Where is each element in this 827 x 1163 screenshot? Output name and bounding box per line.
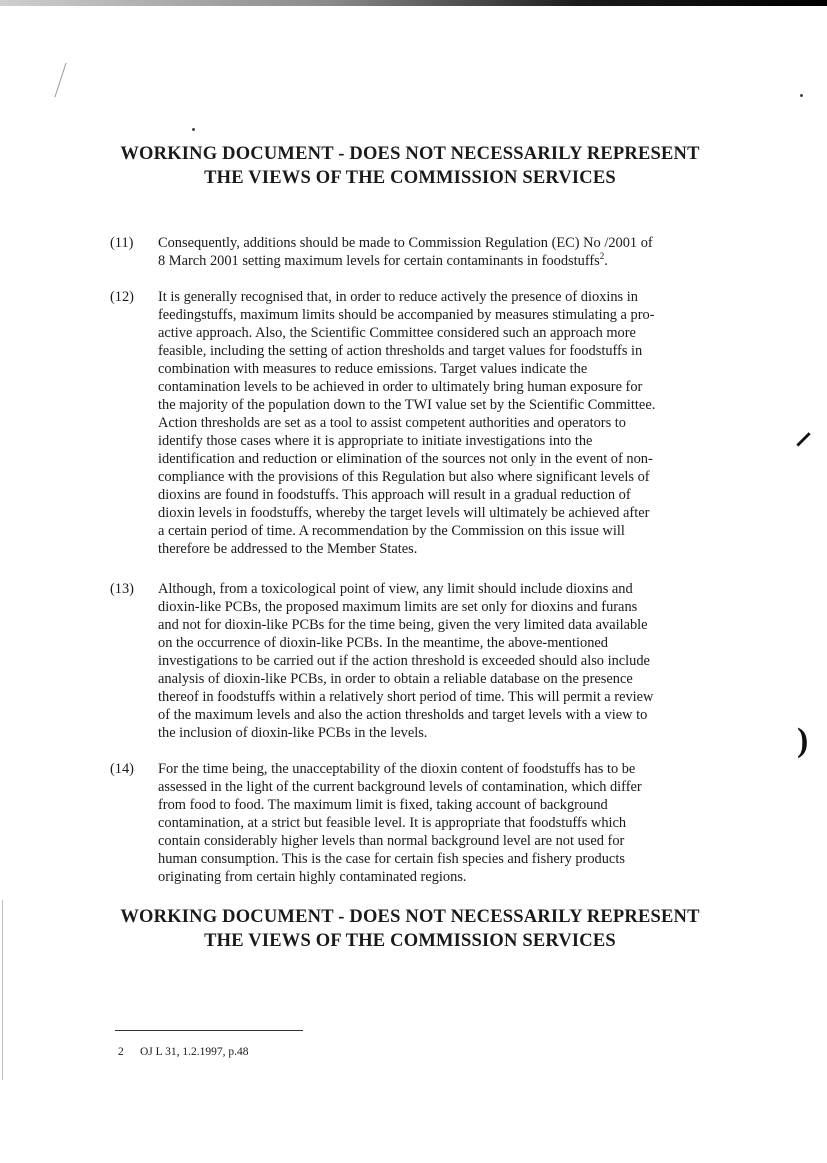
paragraph-line: and not for dioxin-like PCBs for the time being, given the very limited data available xyxy=(158,617,648,633)
paragraph-line-text: 8 March 2001 setting maximum levels for certain contaminants in foodstuffs xyxy=(158,253,600,269)
paragraph-body xyxy=(158,288,720,558)
paragraph-line: identification and reduction or elimination of the sources not only in the event of non- xyxy=(158,451,653,467)
watermark-top-line1: WORKING DOCUMENT - DOES NOT NECESSARILY REPRESENT xyxy=(120,144,700,164)
paragraph-line: dioxins are found in foodstuffs. This approach will result in a gradual reduction of xyxy=(158,487,631,503)
paragraph-13 xyxy=(110,580,720,742)
paragraph-line: a certain period of time. A recommendation by the Commission on this issue will xyxy=(158,523,625,539)
paragraph-line: human consumption. This is the case for certain fish species and fishery products xyxy=(158,851,625,867)
watermark-bottom-line2: THE VIEWS OF THE COMMISSION SERVICES xyxy=(204,931,616,951)
scan-edge-top xyxy=(0,0,827,6)
paragraph-line xyxy=(158,252,720,270)
watermark-top xyxy=(40,142,780,190)
paragraph-body xyxy=(158,760,720,886)
paragraph-body xyxy=(158,234,720,270)
watermark-bottom xyxy=(40,905,780,953)
footnote xyxy=(118,1046,249,1058)
paragraph-line: the inclusion of dioxin-like PCBs in the levels. xyxy=(158,725,428,741)
paragraph-12 xyxy=(110,288,720,558)
paragraph-line: assessed in the light of the current background levels of contamination, which differ xyxy=(158,779,642,795)
scan-edge-left xyxy=(2,900,3,1080)
watermark-top-line2: THE VIEWS OF THE COMMISSION SERVICES xyxy=(204,168,616,188)
paragraph-line: combination with measures to reduce emissions. Target values indicate the xyxy=(158,361,588,377)
scan-speck xyxy=(192,128,195,131)
paragraph-line: For the time being, the unacceptability of the dioxin content of foodstuffs has to be xyxy=(158,761,636,777)
paragraph-14 xyxy=(110,760,720,886)
paragraph-line: feasible, including the setting of action thresholds and target values for foodstuffs in xyxy=(158,343,643,359)
paragraph-line: from food to food. The maximum limit is fixed, taking account of background xyxy=(158,797,608,813)
paragraph-line: compliance with the provisions of this Regulation but also where significant levels of xyxy=(158,469,650,485)
paragraph-line: Consequently, additions should be made to Commission Regulation (EC) No /2001 of xyxy=(158,235,653,251)
paragraph-number: (11) xyxy=(110,235,134,251)
footnote-number: 2 xyxy=(118,1046,124,1058)
punch-hole-mark-lower: ) xyxy=(797,722,809,759)
paragraph-line: originating from certain highly contaminated regions. xyxy=(158,869,467,885)
paragraph-line: dioxin levels in foodstuffs, whereby the target levels will ultimately be achieved after xyxy=(158,505,650,521)
paragraph-line: therefore be addressed to the Member States. xyxy=(158,541,418,557)
watermark-bottom-line1: WORKING DOCUMENT - DOES NOT NECESSARILY REPRESENT xyxy=(120,907,700,927)
footnote-reference: 2 xyxy=(599,251,605,262)
paragraph-number: (13) xyxy=(110,581,134,597)
footnote-text: OJ L 31, 1.2.1997, p.48 xyxy=(140,1046,249,1058)
paragraph-line: It is generally recognised that, in order to reduce actively the presence of dioxins in xyxy=(158,289,638,305)
paragraph-line: analysis of dioxin-like PCBs, in order to obtain a reliable database on the presence xyxy=(158,671,633,687)
paragraph-number: (14) xyxy=(110,761,134,777)
punch-hole-mark-upper: ⸝ xyxy=(795,414,812,451)
paragraph-number: (12) xyxy=(110,289,134,305)
paragraph-line: feedingstuffs, maximum limits should be accompanied by measures stimulating a pro- xyxy=(158,307,655,323)
paragraph-line: contamination levels to be achieved in order to ultimately bring human exposure for xyxy=(158,379,643,395)
paragraph-line: Action thresholds are set as a tool to assist competent authorities and operators to xyxy=(158,415,626,431)
paragraph-line: contamination, at a strict but feasible level. It is appropriate that foodstuffs which xyxy=(158,815,627,831)
paragraph-body xyxy=(158,580,720,742)
paragraph-line: on the occurrence of dioxin-like PCBs. In the meantime, the above-mentioned xyxy=(158,635,608,651)
paragraph-line-end: . xyxy=(604,253,608,269)
paragraph-line: the majority of the population down to the TWI value set by the Scientific Committee. xyxy=(158,397,656,413)
paragraph-line: active approach. Also, the Scientific Committee considered such an approach more xyxy=(158,325,636,341)
footnote-separator xyxy=(115,1030,303,1031)
paragraph-line: identify those cases where it is appropriate to initiate investigations into the xyxy=(158,433,593,449)
paragraph-line: dioxin-like PCBs, the proposed maximum limits are set only for dioxins and furans xyxy=(158,599,638,615)
paragraph-11 xyxy=(110,234,720,270)
paragraph-line: contain considerably higher levels than normal background level are not used for xyxy=(158,833,625,849)
paragraph-line: Although, from a toxicological point of view, any limit should include dioxins and xyxy=(158,581,633,597)
paragraph-line: of the maximum levels and also the action thresholds and target levels with a view to xyxy=(158,707,648,723)
scan-speck xyxy=(800,94,803,97)
paragraph-line: investigations to be carried out if the action threshold is exceeded should also include xyxy=(158,653,650,669)
scan-mark xyxy=(54,63,66,98)
paragraph-line: thereof in foodstuffs within a relatively short period of time. This will permit a review xyxy=(158,689,654,705)
